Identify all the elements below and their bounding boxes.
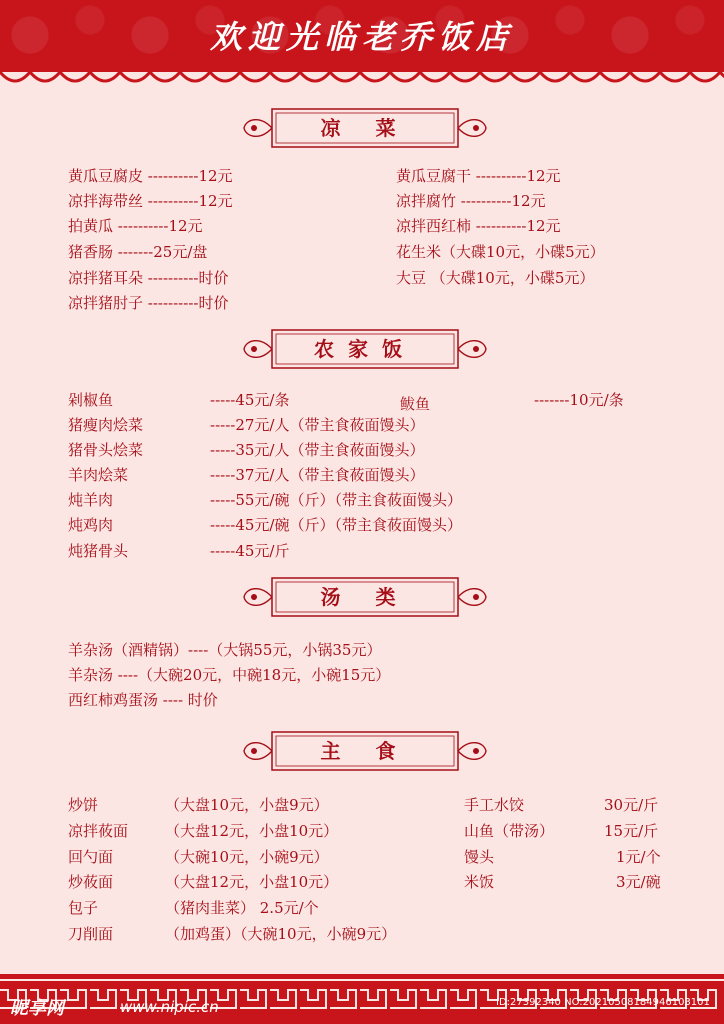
menu-item: 凉拌猪耳朵 ----------时价	[68, 269, 229, 287]
menu-item-name: 刀削面	[68, 925, 114, 943]
menu-item-price: 3元/碗	[616, 873, 661, 891]
menu-item: 拍黄瓜 ----------12元	[68, 217, 203, 235]
menu-item-price: -----35元/人（带主食莜面馒头）	[210, 441, 425, 459]
section-title: 农家饭	[314, 337, 416, 361]
menu-item-price: （大盘12元，小盘10元）	[165, 822, 339, 840]
menu-item: 羊杂汤 ----（大碗20元，中碗18元，小碗15元）	[68, 666, 391, 684]
menu-item-price: -----37元/人（带主食莜面馒头）	[210, 466, 425, 484]
menu-item: 黄瓜豆腐干 ----------12元	[396, 167, 561, 185]
menu-item-price: （大碗10元，小碗9元）	[165, 848, 329, 866]
menu-item-name: 包子	[68, 899, 99, 917]
menu-item-name: 猪瘦肉烩菜	[68, 416, 144, 434]
menu-item: 黄瓜豆腐皮 ----------12元	[68, 167, 233, 185]
menu-item-price: -----45元/条	[210, 391, 290, 409]
section-header-staple	[240, 728, 490, 774]
menu-item-price: （大盘10元，小盘9元）	[165, 796, 329, 814]
menu-item-name: 炖羊肉	[68, 491, 114, 509]
menu-item-price: （加鸡蛋）（大碗10元，小碗9元）	[165, 925, 397, 943]
section-title: 凉 菜	[320, 116, 410, 140]
menu-item: 花生米（大碟10元，小碟5元）	[396, 243, 605, 261]
menu-item-name: 羊肉烩菜	[68, 466, 129, 484]
section-title: 主 食	[320, 739, 410, 763]
watermark-url: www.nipic.cn	[120, 998, 219, 1016]
menu-item-price: -----45元/碗（斤）（带主食莜面馒头）	[210, 516, 462, 534]
menu-item-price: （大盘12元，小盘10元）	[165, 873, 339, 891]
menu-item-price: （猪肉韭菜） 2.5元/个	[165, 899, 319, 917]
menu-item-name: 炒饼	[68, 796, 99, 814]
menu-item-name: 凉拌莜面	[68, 822, 129, 840]
menu-item-name: 回勺面	[68, 848, 114, 866]
menu-item-name: 炖猪骨头	[68, 542, 129, 560]
menu-item-name: 炒莜面	[68, 873, 114, 891]
section-header-farm	[240, 326, 490, 372]
menu-item: 凉拌海带丝 ----------12元	[68, 192, 233, 210]
menu-item-price: 30元/斤	[604, 796, 659, 814]
menu-item: 大豆 （大碟10元，小碟5元）	[396, 269, 595, 287]
shop-title: 欢迎光临老乔饭店	[209, 18, 514, 56]
menu-item: 猪香肠 -------25元/盘	[68, 243, 208, 261]
menu-item-price: -------10元/条	[534, 391, 624, 409]
menu-item-name: 米饭	[464, 873, 495, 891]
menu-item-name: 手工水饺	[464, 796, 525, 814]
menu-item: 凉拌西红柿 ----------12元	[396, 217, 561, 235]
image-id: ID:27392340 NO:20210508184946103101	[496, 997, 710, 1008]
menu-item-name: 鲅鱼	[400, 395, 431, 413]
menu-item-price: -----55元/碗（斤）（带主食莜面馒头）	[210, 491, 462, 509]
scallop-border	[0, 66, 724, 90]
menu-item-name: 炖鸡肉	[68, 516, 114, 534]
menu-item: 凉拌猪肘子 ----------时价	[68, 294, 229, 312]
menu-item-name: 馒头	[464, 848, 495, 866]
menu-item-price: 15元/斤	[604, 822, 659, 840]
menu-item-price: -----27元/人（带主食莜面馒头）	[210, 416, 425, 434]
menu-item-name: 猪骨头烩菜	[68, 441, 144, 459]
menu-item: 凉拌腐竹 ----------12元	[396, 192, 546, 210]
menu-item-price: -----45元/斤	[210, 542, 290, 560]
menu-item: 羊杂汤（酒精锅）----（大锅55元，小锅35元）	[68, 641, 382, 659]
menu-item-name: 山鱼（带汤）	[464, 822, 555, 840]
watermark-logo: 昵享网	[10, 998, 64, 1019]
section-title: 汤 类	[320, 585, 410, 609]
menu-item-name: 剁椒鱼	[68, 391, 114, 409]
menu-item: 西红柿鸡蛋汤 ---- 时价	[68, 691, 218, 709]
menu-item-price: 1元/个	[616, 848, 661, 866]
section-header-soup	[240, 574, 490, 620]
section-header-cold	[240, 105, 490, 151]
